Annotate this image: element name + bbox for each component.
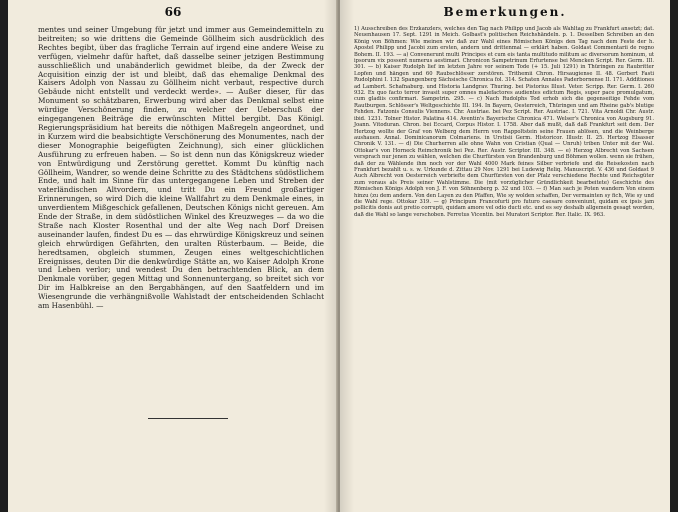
page-shadow [340,0,354,512]
left-page [8,0,338,512]
main-text: mentes und seiner Umgebung für jetzt und immer aus Gemeindemitteln zu beitreiten; so wie drittens die Gemeinde Göllheim sich ausdrücklich des Rechtes begibt, über das fragliche Terrain auf irgend eine andere Weise zu verfügen, vielmehr dafür haftet, daß dasselbe seiner jetzigen Bestimmung ausschließlich und unabänderlich gewidmet bleibe, da der Zweck der Acquisition einzig der ist und bleibt, daß das ehemalige Denkmal des Kaisers Adolph von Nassau zu Göllheim nicht verbaut, respective durch Gebäude nicht entstellt und verdeckt werde». — Außer dieser, für das Monument so schätzbaren, Erwerbung wird aber das Denkmal selbst eine würdige Verschönerung finden, zu welcher der Ueberschuß der eingegangenen Beiträge die erwünschten Mittel bergibt. Das Königl. Regierungspräsidium hat bereits die nöthigen Maßregeln angeordnet, und in Kurzem wird die beabsichtigte Verschönerung des Monumentes, nach der dieser Monographie beigefügten Zeichnung), sich einer glücklichen Ausführung zu erfreuen haben. — So ist denn nun das Königskreuz wieder von Entwürdigung und Zerstörung gerettet. Kommt Du künftig nach Göllheim, Wandrer, so wende deine Schritte zu des Städtchens südöstlichem Ende, und halt im Sinne für das untergegangene Leben und Streben der vaterländischen Altvordern, und tritt Du ein Freund großartiger Erinnerungen, so wird Dich die kleine Wallfahrt zu dem Denkmale eines, in unverdientem Mißgeschick gefallenen, Deutschen Königs nicht gereuen. Am Ende der Straße, in dem südöstlichen Winkel des Kreuzweges — da wo die Straße nach Kloster Rosenthal und der alte Weg nach Dorf Dreisen auseinander laufen, findest Du es — das ehrwürdige Königskreuz und seinen gleich ehrwürdigen Gefährten, den uralten Rüsterbaum. — Beide, die heredtsamen, obgleich stummen, Zeugen eines weltgeschichtlichen Ereignisses, deuten Dir die denkwürdige Stätte an, wo Kaiser Adolph Krone und Leben verlor; und wendest Du den betrachtenden Blick, an dem Denkmale vorüber, gegen Mittag und Sonnenuntergang, so breitet sich vor Dir im Halbkreise an den Bergabhängen, auf den Saatfeldern und im Wiesengrunde die verhängnißvolle Wahlstadt der entscheidenden Schlacht am Hasenbühl. — [38,25,324,311]
end-rule [148,418,228,419]
page-number: 66 [164,5,182,19]
right-page [340,0,670,512]
section-heading: Bemerkungen. [443,5,567,19]
notes-text: 1) Ausschreiben des Erzkanzlers, welches den Tag nach Philipp und Jacob als Wahltag zu Frankfurt ansetzt; dat. Neuenhausen 17. Sept. 1291 in Meich. Golbast's politischen Reichshändeln. p. 1. Desselben Schreiben an den König von Böhmen: Wie meinen wir daß zur Wahl eines Römischen Königs den Tag nach dem Feste der h. Apostel Philipp und Jacobi zum ersten, andern und drittenmal — erklärt haben. Goldast Commentarii de regno Bohem. II. 193. — a) Convenerunt multi Principes et cum eis tanta multitudo militum ac diversorum hominum, ut ipsorum vix possent numerus aestimari. Chronicon Sampetrinum Erfurtense bei Mencken Script. Rer. Germ. III. 301. — b) Kaiser Rudolph lief im letzten Jahre vor seinem Tode (+ 15. Juli 1291) in Thüringen zu Raubritter Lopfen und hängen und 60 Raubschlösser zerstören. Trithemii Chron. Hirsaugiense II. 48. Gerbert Fasti Rudolphini I. 132 Spangenberg Sächsische Chronica fol. 314. Schaten Annales Paderbornense II. 171. Additiones ad Lambert. Schafnaburg. und Historia Landgrav. Thuring. bei Pistorius Illust. Veter. Scripp. Rer. Germ. I. 260 932. Ex quo facto terror invasit super omnes malefactores audientes edictum Regis, super pace promulgatum, cum gladiis confirmari. Sampetrin. 295. — c) Nach Rudolphs Tod erhob sich die gegenseitige Fehde vom Rautburgen. Schlösser's Weltgeschichte III. 194. In Bayern, Oesterreich, Thüringen und am Rheine gab's blutige Fehden. Fatzonis Consulis Viennens. Chr. Austriae. bei Pez Script. Rer. Austriac. I. 721. Vita Arnoldi Chr. Austr. ibid. 1231. Tolner Histor. Palatina 414. Aventin's Bayerische Chronica 471. Welser's Chronica von Augsburg 91. Joann. Vitoduran. Chron. bei Eccard, Corpus Histor. I. 1758. Aber daß mußt, daß daß Frankfurt seit dem. Der Hertzog wollte der Graf von Welberg dem Herrn von Rappoltstein seine Frauen ablösen, und die Weinberge aushauen. Annal. Dominicanorum Colmariens. in Urstisii Germ. Historicor. Illustr. II. 25. Hertzog Elsasser Chronik V. 131. — d) Die Churherren alle ohne Wahn von Cristian (Qual — Unruh) triben Unter mit der Wal. Ottokar's von Horneck Reimchronik bei Pez. Rer. Austr. Scriptor. III. 348. — e) Herzog Albrecht von Sachsen versprach nur jenen zu wählen, welchen die Churfürsten von Brandenburg und Böhmen wollen. wenn sie frühen, daß der zu Wählende ihm noch vor der Wahl 4000 Mark feines Silber verbriefe und die Reisekosten nach Frankfurt bezahlt u. s. w. Urkunde d. Zittau 29 Nov. 1291 bei Ludewig Reliq. Manuscript. V. 436 und Goldast 9 Auch Albrecht von Oesterreich verbriefte dem Churfürsten von der Pfalz verschiedene Rechte und Reichsgüter zum voraus als Preis seiner Wahlstimme. Die (mit vorzüglicher Gründlichkeit bearbeitete) Geschichte des Römischen Königs Adolph von J. F. von Söhnenberg p. 32 und 103. — f) Man sach je Poten wandern Von einem hinzu (zu dem andern. Von den Layen zu den Pfaffen, Wie sy wolden schaffen, Der vermainten sy fich, Wie sy und die Wahl rege. Ottokar 319. — g) Principum Francofurti pro futuro caesare conveniunt, quidam ex ipsis jam pollicitis donis aut pretio corrupti, quidam amore vel odio ducti etc. und es sey deshalb allgemein gesagt worden, daß die Wahl so lange verschoben. Ferretus Vicentin. bei Muratori Scriptor. Rer. Italic. IX. 963. [354,26,654,218]
